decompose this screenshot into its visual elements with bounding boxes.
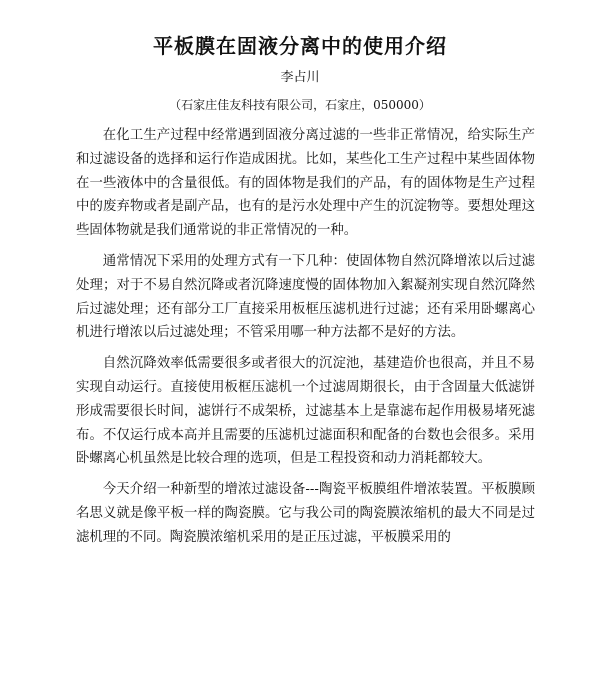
article-title: 平板膜在固液分离中的使用介绍 xyxy=(153,34,447,58)
article-author: 李占川 xyxy=(280,70,320,85)
body-paragraph-3: 自然沉降效率低需要很多或者很大的沉淀池，基建造价也很高，并且不易实现自动运行。直接使用板框压滤机一个过滤周期很长，由于含固量大低滤饼形成需要很长时间，滤饼行不成架桥，过滤基本上是靠滤布起作用极易堵死滤布。不仅运行成本高并且需要的压滤机过滤面积和配备的台数也会很多。采用卧螺离心机虽然是比较合理的选项，但是工程投资和动力消耗都较大。 xyxy=(76,356,535,467)
body-paragraph-2: 通常情况下采用的处理方式有一下几种：使固体物自然沉降增浓以后过滤处理；对于不易自然沉降或者沉降速度慢的固体物加入絮凝剂实现自然沉降然后过滤处理；还有部分工厂直接采用板框压滤机进行过滤；还有采用卧螺离心机进行增浓以后过滤处理；不管采用哪一种方法都不是好的方法。 xyxy=(76,253,535,341)
body-paragraph-4: 今天介绍一种新型的增浓过滤设备---陶瓷平板膜组件增浓装置。平板膜顾名思义就是像平板一样的陶瓷膜。它与我公司的陶瓷膜浓缩机的最大不同是过滤机理的不同。陶瓷膜浓缩机采用的是正压过滤，平板膜采用的 xyxy=(76,482,535,545)
author-affiliation: （石家庄佳友科技有限公司，石家庄，050000） xyxy=(169,98,431,112)
article-body xyxy=(76,124,535,557)
body-paragraph-1: 在化工生产过程中经常遇到固液分离过滤的一些非正常情况，给实际生产和过滤设备的选择和运行作造成困扰。比如，某些化工生产过程中某些固体物在一些液体中的含量很低。有的固体物是我们的产品，有的固体物是生产过程中的废弃物或者是副产品，也有的是污水处理中产生的沉淀物等。要想处理这些固体物就是我们通常说的非正常情况的一种。 xyxy=(76,128,535,239)
